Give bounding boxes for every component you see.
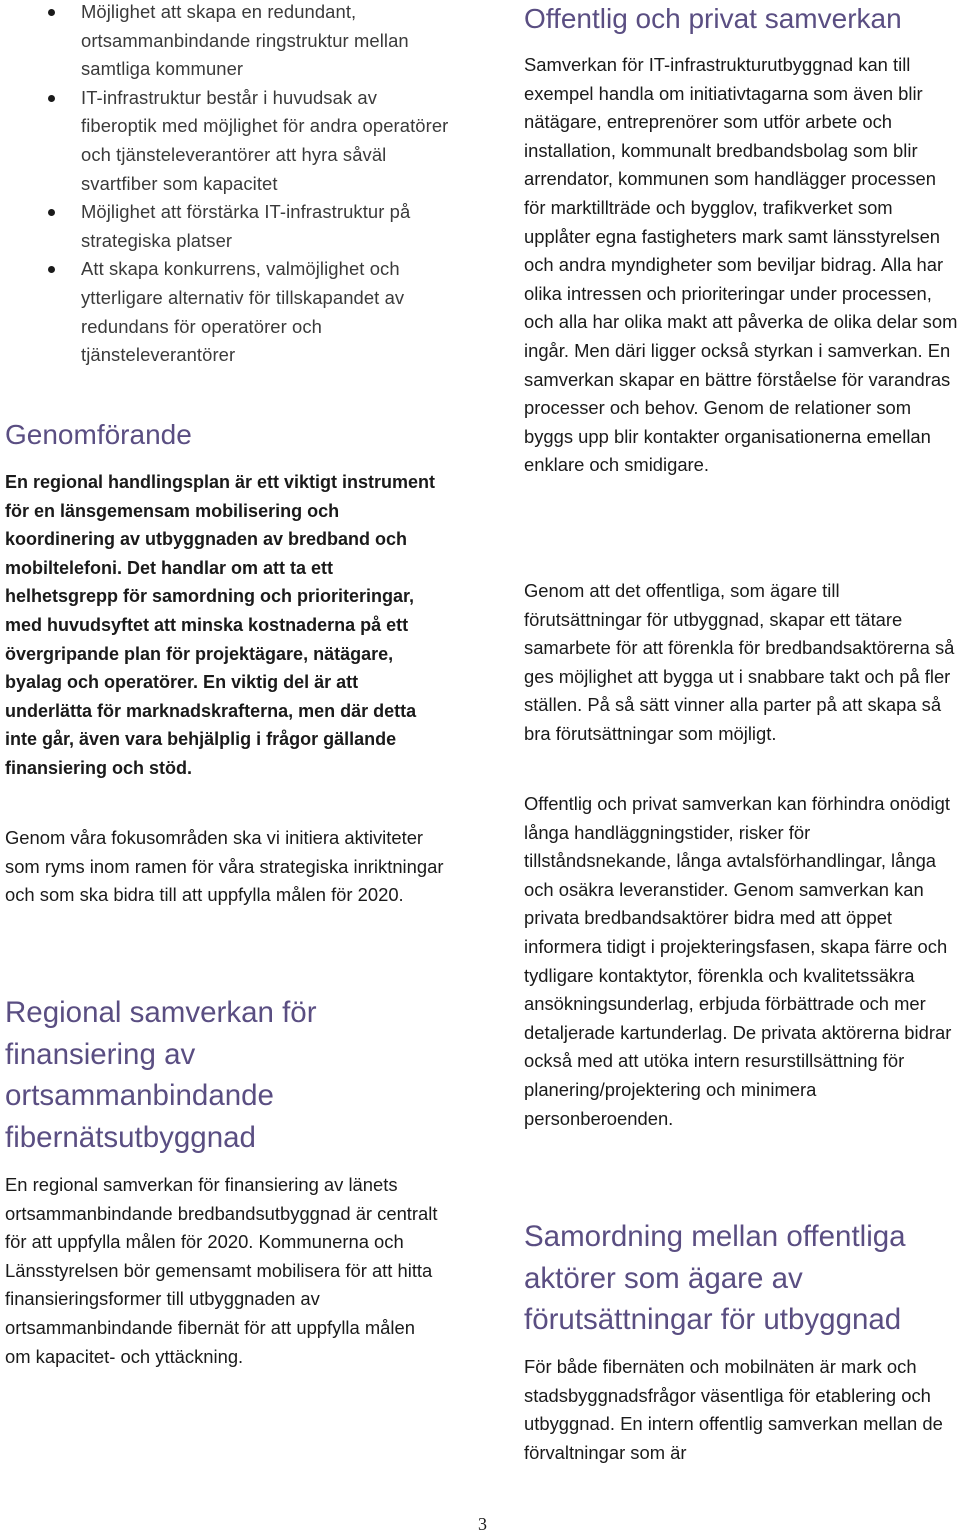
- bullet-item: [5, 84, 450, 198]
- offentlig-heading: Offentlig och privat samverkan: [524, 3, 902, 34]
- bullet-text: Möjlighet att skapa en redundant, ortsammanbindande ringstruktur mellan samtliga kommuner: [81, 1, 409, 80]
- bullet-text: IT-infrastruktur består i huvudsak av fiberoptik med möjlighet för andra operatörer och tjänsteleverantörer att hyra såväl svartfiber som kapacitet: [81, 86, 449, 194]
- regional-paragraph: En regional samverkan för finansiering av länets ortsammanbindande bredbandsutbyggnad är centralt för att uppfylla målen för 2020. Kommunerna och Länsstyrelsen bör gemensamt mobilisera för att hitta finansieringsformer till utbyggnaden av ortsammanbindande fibernät för att uppfylla målen om kapacitet- och yttäckning.: [5, 1174, 438, 1367]
- bullet-text: Möjlighet att förstärka IT-infrastruktur på strategiska platser: [81, 201, 411, 251]
- bullet-item: [5, 255, 450, 369]
- bullet-dot-icon: [48, 266, 55, 273]
- bullet-dot-icon: [48, 95, 55, 102]
- samordning-paragraph: För både fibernäten och mobilnäten är mark och stadsbyggnadsfrågor väsentliga för etablering och utbyggnad. En intern offentlig samverkan mellan de förvaltningar som är: [524, 1356, 943, 1463]
- bullet-dot-icon: [48, 209, 55, 216]
- page-number: 3: [478, 1514, 487, 1534]
- genomforande-bold-paragraph: En regional handlingsplan är ett viktigt instrument för en länsgemensam mobilisering och koordinering av utbyggnaden av bredband och mobiltelefoni. Det handlar om att ta ett helhetsgrepp för samordning och prioriteringar, med huvudsyftet att minska kostnaderna på ett övergripande plan för projektägare, nätägare, byalag och operatörer. En viktig del är att underlätta för marknadskrafterna, men där detta inte går, även vara behjälplig i frågor gällande finansiering och stöd.: [5, 472, 436, 778]
- bullet-text: Att skapa konkurrens, valmöjlighet och ytterligare alternativ för tillskapandet av redundans för operatörer och tjänsteleverantörer: [81, 258, 405, 366]
- offentliga-ägare-paragraph: Genom att det offentliga, som ägare till förutsättningar för utbyggnad, skapar ett tätare samarbete för att förenkla för bredbandsaktörerna så ges möjlighet att bygga ut i snabbare takt och på fler ställen. På så sätt vinner alla parter på att skapa så bra förutsättningar som möjligt.: [524, 580, 955, 744]
- genomforande-heading: Genomförande: [5, 419, 192, 450]
- bullet-item: [5, 0, 450, 84]
- bullet-dot-icon: [48, 9, 55, 16]
- samordning-heading: Samordning mellan offentliga aktörer som ägare av förutsättningar för utbyggnad: [524, 1220, 906, 1336]
- feature-bullet-list: [5, 0, 450, 370]
- fokus-paragraph: Genom våra fokusområden ska vi initiera aktiviteter som ryms inom ramen för våra strategiska inriktningar och som ska bidra till att uppfylla målen för 2020.: [5, 827, 444, 906]
- offentlig-privat-paragraph: Offentlig och privat samverkan kan förhindra onödigt långa handläggningstider, risker för tillståndsnekande, långa avtalsförhandlingar, långa och osäkra leveranstider. Genom samverkan kan privata bredbandsaktörer bidra med att öppet informera tidigt i projekteringsfasen, skapa färre och tydligare kontaktytor, förenkla och kvalitetssäkra ansökningsunderlag, erbjuda förbättrade och mer detaljerade kartunderlag. De privata aktörerna bidrar också med att utöka intern resurstillsättning för planering/projektering och minimera personberoenden.: [524, 793, 952, 1129]
- regional-heading: Regional samverkan för finansiering av ortsammanbindande fibernätsutbyggnad: [5, 996, 317, 1154]
- samverkan-paragraph: Samverkan för IT-infrastrukturutbyggnad kan till exempel handla om initiativtagarna som även blir nätägare, entreprenörer som utför arbete och installation, kommunalt bredbandsbolag som blir arrendator, kommunen som handlägger processen för marktillträde och bygglov, trafikverket som upplåter egna fastigheters mark samt länsstyrelsen och andra myndigheter som beviljar bidrag. Alla har olika intressen och prioriteringar under processen, och alla har olika makt att påverka de olika delar som ingår. Men däri ligger också styrkan i samverkan. En samverkan skapar en bättre förståelse för varandras processer och behov. Genom de relationer som byggs upp blir kontakter organisationerna emellan enklare och smidigare.: [524, 54, 958, 476]
- bullet-item: [5, 198, 450, 255]
